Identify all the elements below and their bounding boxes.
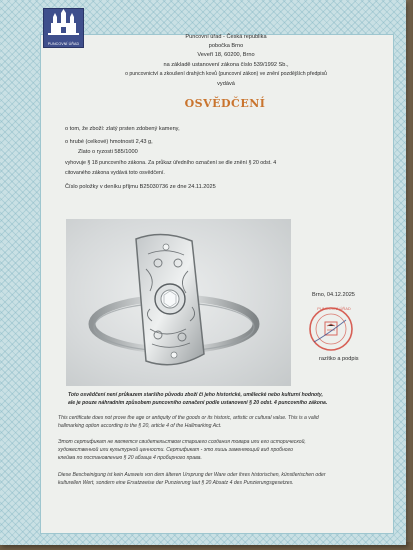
compliance-line-1: vyhovuje § 18 puncovního zákona. Za průkaz úředního označení se dle znění § 20 odst. 4 — [65, 160, 277, 166]
disclaimer-ru-line-1: Этот сертификат не является свидетельством старшего создания товара или его исторической, — [58, 439, 306, 445]
disclaimer-cz-line-2: ale je pouze náhradním způsobem puncovního označení podle ustanovení § 20 odst. 4 puncovního zákona. — [68, 400, 328, 406]
stamp-lettering: PUNCOVNÍ ÚŘAD — [317, 306, 351, 311]
disclaimer-ru-line-2: художественной или культурной ценности. Сертификат - это лишь заменяющий вид пробного — [58, 447, 293, 453]
law-line-1: na základě ustanovení zákona číslo 539/1992 Sb., — [163, 62, 289, 68]
place-and-date: Brno, 04.12.2025 — [312, 292, 355, 298]
assay-office-logo — [43, 8, 84, 48]
weight-line: o hrubé (celkové) hmotnosti 2,43 g, — [65, 139, 153, 145]
record-number-line: Číslo položky v deníku příjmu B25030736 ze dne 24.11.2025 — [65, 184, 216, 190]
subject-line: o tom, že zboží: zlatý prsten zdobený kameny, — [65, 126, 180, 132]
official-stamp-icon — [308, 306, 354, 352]
disclaimer-cz-line-1: Toto osvědčení není průkazem staršího původu zboží či jeho historické, umělecké nebo kulturní hodnoty, — [68, 392, 323, 398]
disclaimer-ru-line-3: клейма по постановлению § 20 абзаца 4 пробирного права. — [58, 455, 202, 461]
law-line-2: o puncovnictví a zkoušení drahých kovů (puncovní zákon) ve znění pozdějších předpisů — [125, 71, 327, 77]
stamp-and-signature-label: razítko a podpis — [319, 356, 359, 362]
disclaimer-de-line-1: Diese Bescheinigung ist kein Ausweis von dem älteren Ursprung der Ware oder ihres historischen, künstlerischen oder — [58, 472, 326, 478]
disclaimer-en-line-2: hallmarking option according to the § 20, article 4 of the Hallmarking Act. — [58, 423, 222, 429]
compliance-line-2: citovaného zákona vydává toto osvědčení. — [65, 170, 165, 176]
certificate-title: OSVĚDČENÍ — [184, 97, 266, 110]
logo-caption: PUNCOVNÍ ÚŘAD — [47, 42, 80, 46]
office-name: Puncovní úřad - Česká republika — [185, 34, 267, 40]
issues-label: vydává — [217, 81, 235, 87]
ring-photo — [66, 219, 291, 386]
office-branch: pobočka Brno — [208, 43, 244, 49]
castle-emblem-icon — [44, 9, 83, 39]
office-address: Veveří 18, 60200, Brno — [197, 52, 255, 58]
fineness-line: Zlato o ryzosti 585/1000 — [78, 149, 138, 155]
disclaimer-de-line-2: kulturellen Wert, sondern eine Ersatzweise der Punzierung laut § 20 Absatz 4 des Punzierungsgesetzes. — [58, 480, 294, 486]
disclaimer-en-line-1: This certificate does not prove the age or antiquity of the goods or its historic, artistic or cultural value. This is a valid — [58, 415, 319, 421]
ring-image — [66, 219, 291, 386]
